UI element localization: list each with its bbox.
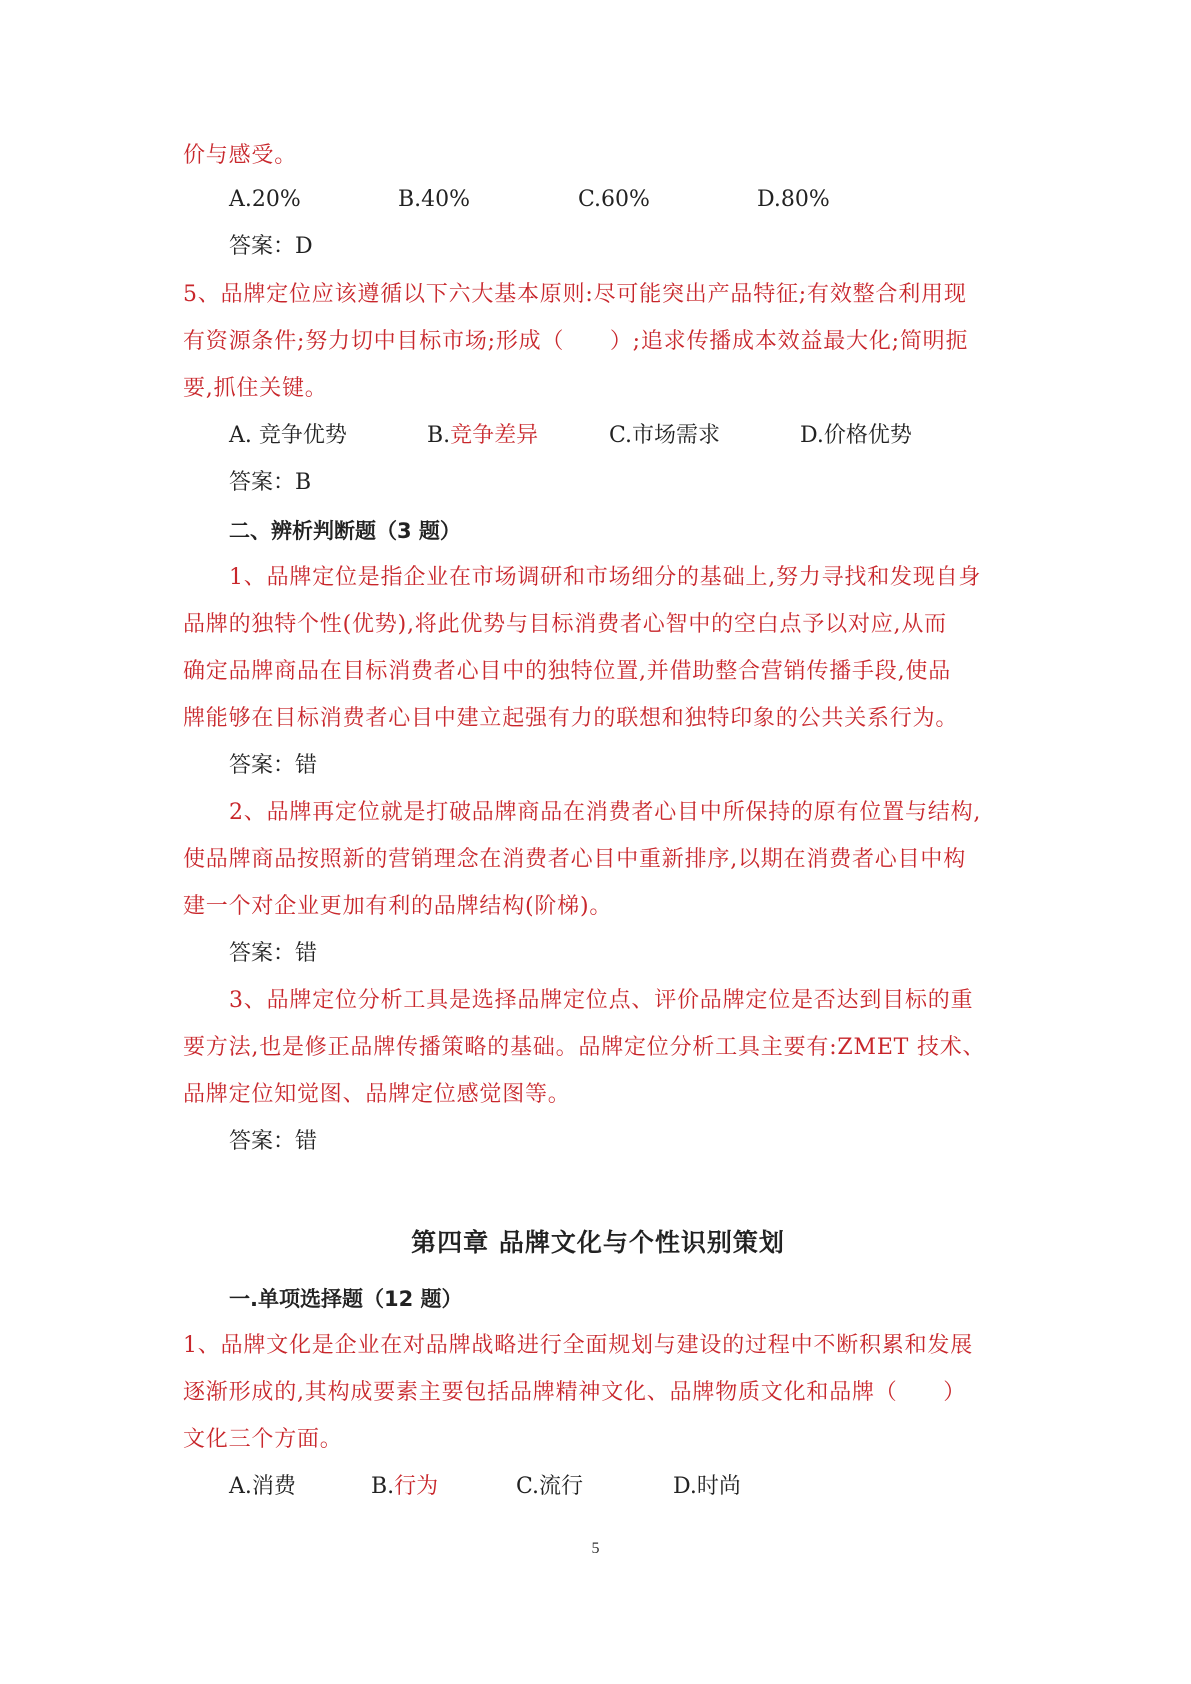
q5-line-2: 有资源条件;努力切中目标市场;形成（ ）;追求传播成本效益最大化;简明扼 <box>183 329 969 354</box>
q5-option-a: A. 竞争优势 <box>229 423 347 448</box>
question-4-tail: 价与感受。 <box>183 143 298 168</box>
s2-q1-line-3: 确定品牌商品在目标消费者心目中的独特位置,并借助整合营销传播手段,使品 <box>183 659 951 684</box>
c4-q1-line-1: 1、品牌文化是企业在对品牌战略进行全面规划与建设的过程中不断积累和发展 <box>183 1333 973 1358</box>
s2-q2-line-3: 建一个对企业更加有利的品牌结构(阶梯)。 <box>183 894 613 919</box>
q5-option-b-text: 竞争差异 <box>450 423 539 448</box>
s2-q2-line-2: 使品牌商品按照新的营销理念在消费者心目中重新排序,以期在消费者心目中构 <box>183 847 966 872</box>
q4-option-b: B.40% <box>398 187 471 212</box>
s2-q1-line-4: 牌能够在目标消费者心目中建立起强有力的联想和独特印象的公共关系行为。 <box>183 706 959 731</box>
s2-q2-answer: 答案：错 <box>229 941 318 966</box>
q5-answer: 答案：B <box>229 470 312 495</box>
q5-line-1: 5、品牌定位应该遵循以下六大基本原则:尽可能突出产品特征;有效整合利用现 <box>183 282 967 307</box>
section-2-heading: 二、辨析判断题（3 题） <box>229 519 461 543</box>
chapter-4-section-heading: 一.单项选择题（12 题） <box>229 1287 463 1311</box>
q4-answer: 答案：D <box>229 234 313 259</box>
q5-option-c: C.市场需求 <box>609 423 721 448</box>
s2-q3-answer: 答案：错 <box>229 1129 318 1154</box>
q5-option-d: D.价格优势 <box>800 423 912 448</box>
q4-option-c: C.60% <box>578 187 650 212</box>
c4-q1-line-3: 文化三个方面。 <box>183 1427 343 1452</box>
s2-q1-line-1: 1、品牌定位是指企业在市场调研和市场细分的基础上,努力寻找和发现自身 <box>229 565 982 590</box>
page-number: 5 <box>591 1540 600 1557</box>
s2-q3-line-2: 要方法,也是修正品牌传播策略的基础。品牌定位分析工具主要有:ZMET 技术、 <box>183 1035 986 1060</box>
c4-q1-option-d: D.时尚 <box>673 1474 741 1499</box>
c4-q1-option-b-text: 行为 <box>394 1474 439 1499</box>
q5-line-3: 要,抓住关键。 <box>183 376 328 401</box>
q5-option-b: B.竞争差异 <box>427 423 539 448</box>
q4-option-a: A.20% <box>229 187 301 212</box>
s2-q1-line-2: 品牌的独特个性(优势),将此优势与目标消费者心智中的空白点予以对应,从而 <box>183 612 947 637</box>
s2-q3-line-1: 3、品牌定位分析工具是选择品牌定位点、评价品牌定位是否达到目标的重 <box>229 988 974 1013</box>
c4-q1-option-b: B.行为 <box>371 1474 439 1499</box>
s2-q3-line-3: 品牌定位知觉图、品牌定位感觉图等。 <box>183 1082 571 1107</box>
chapter-4-title: 第四章 品牌文化与个性识别策划 <box>411 1228 785 1257</box>
c4-q1-option-a: A.消费 <box>229 1474 296 1499</box>
s2-q2-line-1: 2、品牌再定位就是打破品牌商品在消费者心目中所保持的原有位置与结构, <box>229 800 982 825</box>
c4-q1-line-2: 逐渐形成的,其构成要素主要包括品牌精神文化、品牌物质文化和品牌（ ） <box>183 1380 966 1405</box>
s2-q1-answer: 答案：错 <box>229 753 318 778</box>
c4-q1-option-c: C.流行 <box>516 1474 584 1499</box>
q4-option-d: D.80% <box>757 187 830 212</box>
